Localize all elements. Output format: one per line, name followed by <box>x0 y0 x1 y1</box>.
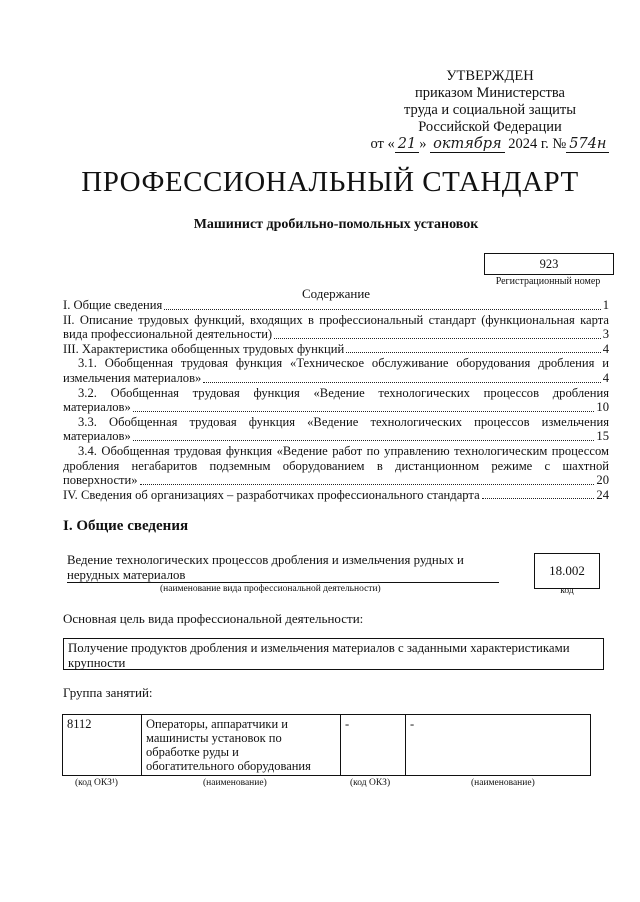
okz-code-2: - <box>341 715 406 776</box>
toc-item-text: 3.4. Обобщенная трудовая функция «Ведение работ по управлению технологическим процессом <box>78 443 609 458</box>
section-heading: I. Общие сведения <box>63 518 189 534</box>
date-month: октября <box>430 137 504 153</box>
toc-leader <box>140 483 595 485</box>
activity-code: 18.002 <box>534 553 600 589</box>
caption-okz-code-2: (код ОКЗ) <box>350 778 391 788</box>
toc-item[interactable] <box>63 488 609 503</box>
activity-name-line: нерудных материалов <box>67 568 186 582</box>
goal-label: Основная цель вида профессиональной деятельности: <box>63 611 364 626</box>
toc-item[interactable] <box>63 444 609 488</box>
toc-leader <box>133 410 595 412</box>
activity-name-line: Ведение технологических процессов дробления и измельчения рудных и <box>67 553 464 567</box>
okz-name <box>142 715 341 776</box>
occupation-group-table <box>62 714 591 776</box>
toc-item-text: 3.1. Обобщенная трудовая функция «Техническое обслуживание оборудования дробления и <box>78 356 609 371</box>
date-prefix: от « <box>370 136 395 152</box>
goal-text: Получение продуктов дробления и измельчения материалов с заданными характеристиками <box>68 641 570 655</box>
registration-number: 923 <box>484 253 614 275</box>
toc-leader <box>346 351 601 353</box>
registration-label: Регистрационный номер <box>495 276 601 287</box>
toc-item-page: 1 <box>602 298 609 312</box>
toc-item-page: 3 <box>602 327 609 342</box>
date-day: 21 <box>395 137 419 153</box>
toc-leader <box>482 497 595 499</box>
page-title: ПРОФЕССИОНАЛЬНЫЙ СТАНДАРТ <box>81 166 579 198</box>
approval-line-approved: УТВЕРЖДЕН <box>446 68 534 84</box>
approval-line-ministry: труда и социальной защиты <box>404 102 576 118</box>
toc-item[interactable] <box>63 342 609 357</box>
caption-name-2: (наименование) <box>471 778 535 788</box>
toc-item[interactable] <box>63 298 609 313</box>
date-mid: » <box>419 136 427 152</box>
approval-line-federation: Российской Федерации <box>418 119 562 135</box>
activity-caption: (наименование вида профессиональной деятельности) <box>160 584 381 594</box>
toc-item-text-cont: материалов» <box>63 429 131 444</box>
caption-name: (наименование) <box>203 778 267 788</box>
code-caption: код <box>560 586 574 596</box>
occupation-group-label: Группа занятий: <box>63 685 153 700</box>
approval-block <box>360 68 620 153</box>
order-number: 574н <box>566 137 609 153</box>
okz-name-line: Операторы, аппаратчики и <box>146 717 288 731</box>
standard-name: Машинист дробильно-помольных установок <box>193 217 479 232</box>
activity-underline <box>67 582 499 583</box>
toc-item-page: 24 <box>596 487 609 502</box>
toc-item-text: 3.3. Обобщенная трудовая функция «Ведение технологических процессов измельчения <box>78 414 609 429</box>
toc-item[interactable] <box>63 415 609 444</box>
toc-item-text-cont: вида профессиональной деятельности) <box>63 327 273 342</box>
toc-item-page: 20 <box>596 473 609 488</box>
toc-item-text: II. Описание трудовых функций, входящих в профессиональный стандарт (функциональная карта <box>63 312 609 327</box>
toc-item-text: I. Общие сведения <box>63 298 163 312</box>
toc-item-text-cont: материалов» <box>63 400 131 415</box>
toc-item-page: 10 <box>596 400 609 415</box>
toc-item[interactable] <box>63 313 609 342</box>
toc-item-page: 15 <box>596 429 609 444</box>
goal-box <box>63 638 604 670</box>
approval-date-line <box>360 136 620 153</box>
toc-item-text-cont: дробления негабаритов подземным оборудованием в дистанционном режиме с шахтной <box>63 458 609 473</box>
toc-leader <box>164 308 600 310</box>
okz-name-line: машинисты установок по <box>146 731 282 745</box>
toc-leader <box>274 337 601 339</box>
toc-item-text-cont: измельчения материалов» <box>63 370 202 385</box>
approval-line-order: приказом Министерства <box>415 85 565 101</box>
caption-okz-code: (код ОКЗ¹) <box>75 778 118 788</box>
okz-name-line: обработке руды и <box>146 745 239 759</box>
toc-item-page: 4 <box>602 370 609 385</box>
toc-heading: Содержание <box>301 286 371 301</box>
okz-name-2: - <box>406 715 591 776</box>
okz-code: 8112 <box>63 715 142 776</box>
toc-item-text: 3.2. Обобщенная трудовая функция «Ведение технологических процессов дробления <box>78 385 609 400</box>
toc-item[interactable] <box>63 356 609 385</box>
activity-name <box>67 553 487 583</box>
toc-item[interactable] <box>63 386 609 415</box>
okz-name-line: обогатительного оборудования <box>146 759 311 773</box>
table-row <box>63 715 591 776</box>
toc-item-text: III. Характеристика обобщенных трудовых функций <box>63 341 345 356</box>
goal-text: крупности <box>68 656 126 670</box>
toc-leader <box>203 381 600 383</box>
toc-item-text-cont: поверхности» <box>63 473 138 488</box>
toc-item-text: IV. Сведения об организациях – разработчиках профессионального стандарта <box>63 487 480 502</box>
date-year: 2024 г. № <box>508 136 567 152</box>
table-of-contents <box>63 298 609 502</box>
toc-item-page: 4 <box>602 341 609 356</box>
toc-leader <box>133 439 595 441</box>
